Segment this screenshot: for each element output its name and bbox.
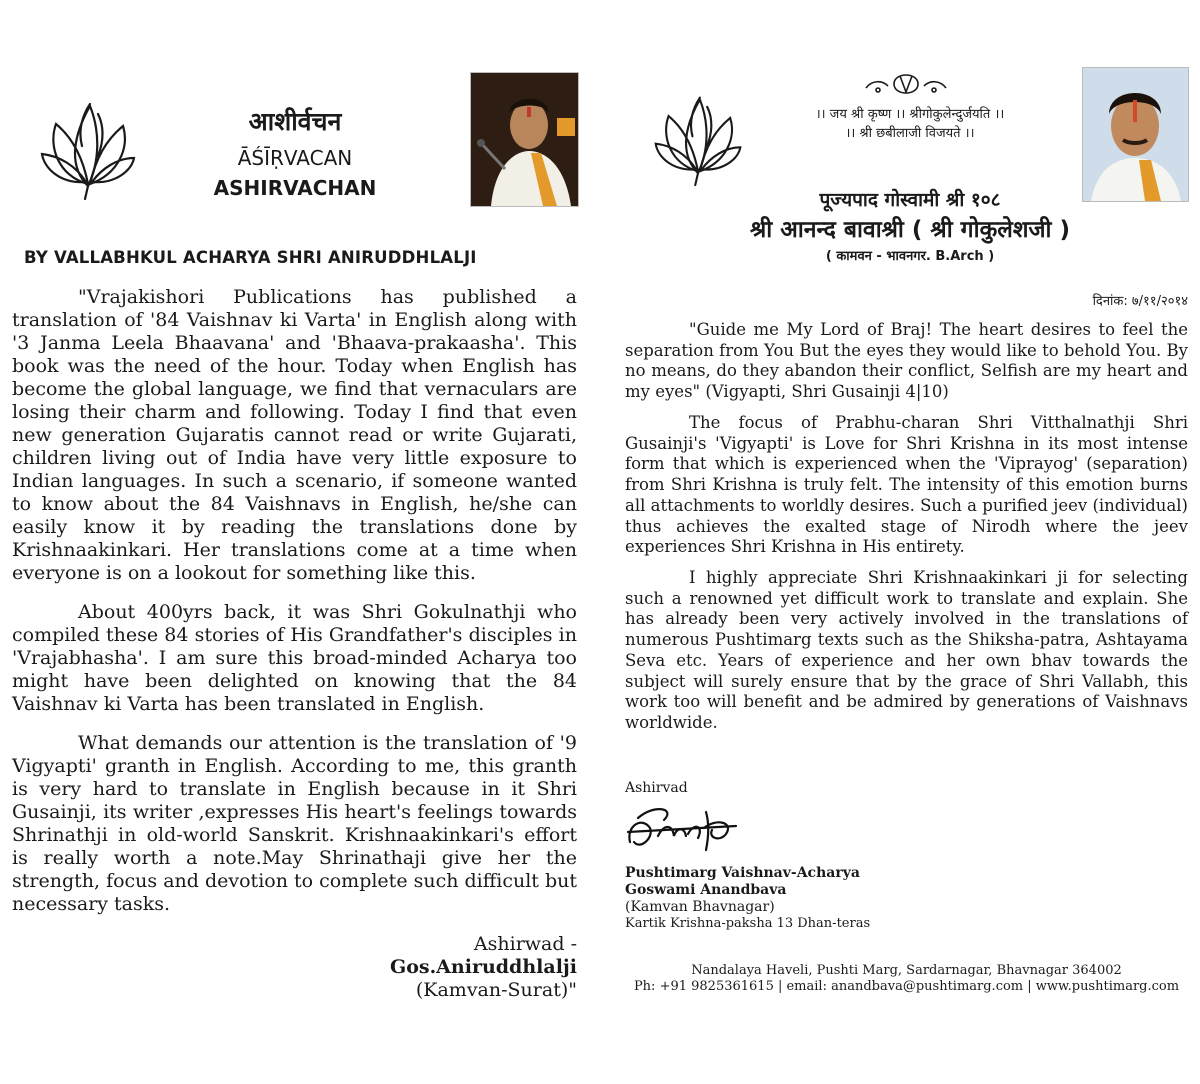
right-paragraph-2: The focus of Prabhu-charan Shri Vitthalnathji Shri Gusainji's 'Vigyapti' is Love for Shri Krishna in its most intense form that which is experienced when the 'Viprayog' (separation) from Shri Krishna is truly felt. The intensity of this emotion burns all attachments to worldly desires. Such a purified jeev (individual) thus achieves the exalted stage of Nirodh where the jeev experiences Shri Krishna in His entirety.	[625, 413, 1188, 557]
left-signoff: Ashirwad -	[473, 933, 577, 955]
title-devanagari: आशीर्वचन	[248, 107, 342, 136]
tilak-emblem-icon	[858, 66, 954, 100]
portrait-photo-aniruddhlalji	[470, 72, 579, 207]
signer-name: Goswami Anandbava	[625, 882, 787, 898]
left-paragraph-1: "Vrajakishori Publications has published a translation of '84 Vaishnav ki Varta' in English along with '3 Janma Leela Bhaavana' and 'Bhaava-prakaasha'. This book was the need of the hour. Today when English has become the global language, we find that vernaculars are losing their charm and following. Today I find that even new generation Gujaratis cannot read or write Gujarati, children living out of India have very little exposure to Indian languages. In such a scenario, if someone wanted to know about the 84 Vaishnavs in English, he/she can easily know it by reading the translations done by Krishnaakinkari. Her translations come at a time when everyone is on a lookout for something like this.	[12, 286, 577, 584]
name-devanagari: श्री आनन्द बावाश्री ( श्री गोकुलेशजी )	[749, 217, 1071, 243]
signature-image	[624, 798, 740, 858]
signer-date: Kartik Krishna-paksha 13 Dhan-teras	[625, 916, 871, 931]
right-signoff: Ashirvad	[625, 780, 688, 796]
portrait-photo-anandbava	[1082, 67, 1189, 202]
lotus-icon	[652, 80, 744, 188]
right-paragraph-1: "Guide me My Lord of Braj! The heart desires to feel the separation from You But the eyes they would like to behold You. By no means, do they abandon their conflict, Selfish are my heart and my eyes" (Vigyapti, Shri Gusainji 4|10)	[625, 320, 1188, 402]
signer-title: Pushtimarg Vaishnav-Acharya	[625, 865, 860, 881]
left-signer-place: (Kamvan-Surat)"	[415, 979, 577, 1001]
left-paragraph-3: What demands our attention is the translation of '9 Vigyapti' granth in English. According to me, this granth is very hard to translate in English because in it Shri Gusainji, its writer ,expresses His heart's feelings towards Shrinathji in old-world Sanskrit. Krishnaakinkari's effort is really worth a note.May Shrinathaji give her the strength, focus and devotion to complete such difficult but necessary tasks.	[12, 732, 577, 915]
right-paragraph-3: I highly appreciate Shri Krishnaakinkari ji for selecting such a renowned yet difficult work to translate and explain. She has already been very actively involved in the translations of numerous Pushtimarg texts such as the Shiksha-patra, Ashtayama Seva etc. Years of experience and her own bhav towards the subject will surely ensure that by the grace of Shri Vallabh, this work too will benefit and be admired by generations of Vaishnavs worldwide.	[625, 568, 1188, 732]
title-transliteration: ĀŚĪṚVACAN	[237, 146, 353, 170]
left-paragraph-2: About 400yrs back, it was Shri Gokulnathji who compiled these 84 stories of His Grandfather's disciples in 'Vrajabhasha'. I am sure this broad-minded Acharya too might have been delighted on knowing that the 84 Vaishnav ki Varta has been translated in English.	[12, 601, 577, 715]
byline: BY VALLABHKUL ACHARYA SHRI ANIRUDDHLALJI	[24, 248, 477, 267]
letter-date: दिनांक: ७/११/२०१४	[1092, 294, 1188, 309]
address: Nandalaya Haveli, Pushti Marg, Sardarnagar, Bhavnagar 364002	[691, 963, 1122, 978]
honorific: पूज्यपाद गोस्वामी श्री १०८	[819, 189, 1001, 211]
invocation-line-1: ।। जय श्री कृष्ण ।। श्रीगोकुलेन्दुर्जयति ।।	[815, 107, 1005, 122]
place-line: ( कामवन - भावनगर. B.Arch )	[825, 249, 995, 264]
invocation-line-2: ।। श्री छबीलाजी विजयते ।।	[845, 126, 975, 141]
left-signer-name: Gos.Aniruddhlalji	[389, 956, 577, 978]
lotus-icon	[38, 86, 138, 201]
contact-line: Ph: +91 9825361615 | email: anandbava@pushtimarg.com | www.pushtimarg.com	[633, 979, 1180, 994]
title-english: ASHIRVACHAN	[213, 176, 377, 200]
signer-place: (Kamvan Bhavnagar)	[625, 899, 775, 915]
